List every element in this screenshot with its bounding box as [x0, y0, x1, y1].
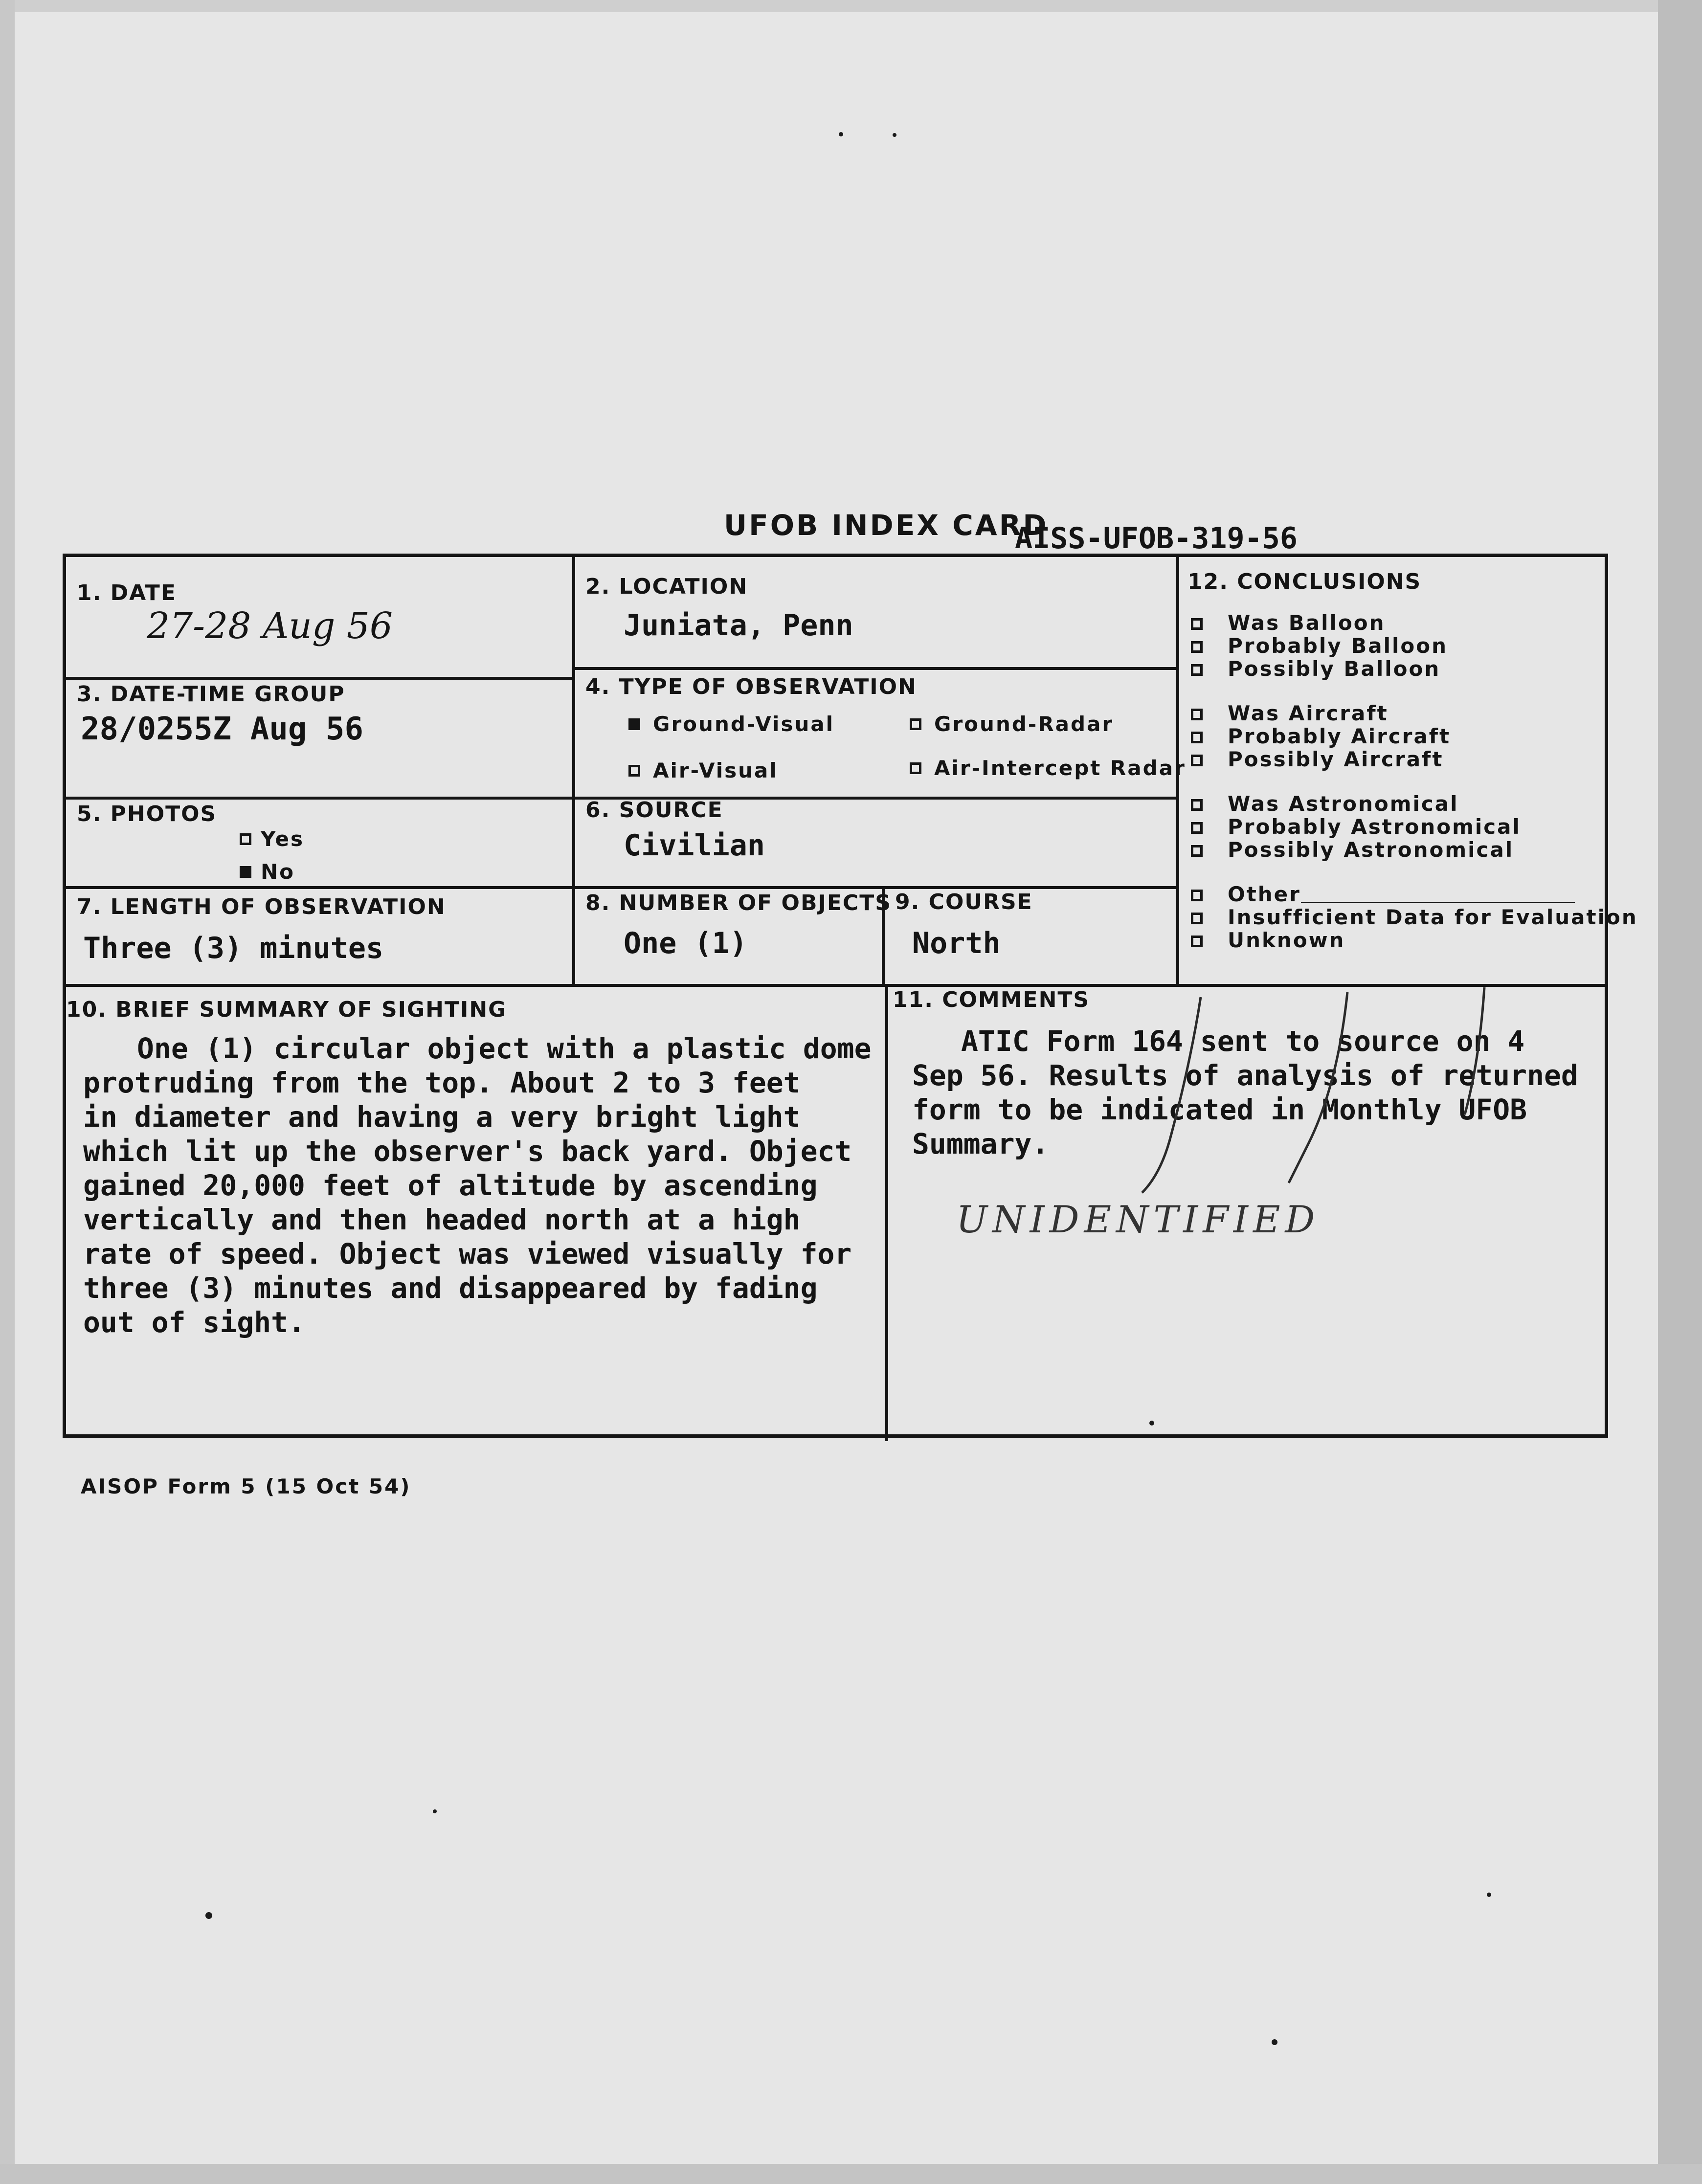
dtg-label: 3. DATE-TIME GROUP	[77, 682, 345, 707]
date-value: 27-28 Aug 56	[147, 605, 393, 647]
course-value: North	[912, 926, 1001, 960]
location-label: 2. LOCATION	[585, 574, 748, 599]
summary-line: gained 20,000 feet of altitude by ascending	[83, 1169, 818, 1202]
scan-speck	[1487, 1893, 1491, 1897]
source-value: Civilian	[624, 828, 765, 863]
conclusion-checkbox[interactable]	[1191, 664, 1203, 676]
conclusion-label: Probably Astronomical	[1228, 815, 1521, 839]
summary-line: protruding from the top. About 2 to 3 feet	[83, 1066, 801, 1099]
photos-option-label: No	[261, 860, 295, 884]
type-option-label: Ground-Radar	[934, 712, 1114, 736]
conclusion-checkbox[interactable]	[1191, 732, 1203, 743]
conclusion-checkbox[interactable]	[1191, 913, 1203, 924]
conclusion-label: Unknown	[1228, 928, 1345, 952]
dtg-value: 28/0255Z Aug 56	[81, 711, 363, 747]
divider-col1	[572, 557, 575, 984]
type-option-label: Air-Intercept Radar	[934, 756, 1186, 780]
type-option-checkbox[interactable]	[910, 762, 921, 774]
type-option-label: Air-Visual	[653, 758, 778, 782]
summary-line: in diameter and having a very bright light	[83, 1100, 801, 1134]
conclusion-checkbox[interactable]	[1191, 936, 1203, 947]
pen-stroke	[1465, 987, 1484, 1114]
other-blank-line	[1301, 902, 1575, 903]
scan-speck	[205, 1912, 212, 1919]
index-card-form	[63, 554, 1638, 1438]
length-value: Three (3) minutes	[83, 931, 384, 965]
hline-row1b	[574, 667, 1178, 670]
pen-stroke	[1142, 997, 1201, 1193]
comments-line: Summary.	[912, 1127, 1049, 1160]
objects-label: 8. NUMBER OF OBJECTS	[585, 891, 892, 915]
comments-line: Sep 56. Results of analysis of returned	[912, 1059, 1578, 1092]
form-footer: AISOP Form 5 (15 Oct 54)	[81, 1474, 411, 1498]
photos-option-checkbox[interactable]	[240, 866, 251, 878]
type-label: 4. TYPE OF OBSERVATION	[585, 674, 917, 699]
type-option-checkbox[interactable]	[628, 718, 640, 730]
pen-strokes	[995, 987, 1533, 1261]
summary-line: One (1) circular object with a plastic dome	[137, 1032, 872, 1065]
course-label: 9. COURSE	[895, 890, 1033, 914]
objects-value: One (1)	[624, 926, 747, 960]
conclusion-checkbox[interactable]	[1191, 709, 1203, 720]
type-option-checkbox[interactable]	[628, 765, 640, 777]
film-edge-bottom	[0, 2164, 1702, 2184]
length-label: 7. LENGTH OF OBSERVATION	[77, 894, 446, 919]
conclusion-label: Possibly Astronomical	[1228, 838, 1514, 862]
comments-line: ATIC Form 164 sent to source on 4	[961, 1025, 1525, 1058]
conclusion-label: Other	[1228, 882, 1301, 906]
date-label: 1. DATE	[77, 580, 177, 605]
card-title: UFOB INDEX CARD	[724, 509, 1049, 542]
photos-option-label: Yes	[261, 827, 305, 851]
conclusion-label: Probably Aircraft	[1228, 724, 1451, 748]
conclusion-checkbox[interactable]	[1191, 799, 1203, 811]
summary-line: which lit up the observer's back yard. Object	[83, 1135, 852, 1168]
type-option-label: Ground-Visual	[653, 712, 835, 736]
photos-option-checkbox[interactable]	[240, 833, 251, 845]
source-label: 6. SOURCE	[585, 798, 723, 823]
summary-line: three (3) minutes and disappeared by fading	[83, 1271, 818, 1305]
conclusion-label: Possibly Balloon	[1228, 657, 1441, 681]
scan-speck	[433, 1809, 437, 1813]
conclusion-label: Insufficient Data for Evaluation	[1228, 905, 1638, 929]
card-number: AISS-UFOB-319-56	[1015, 521, 1298, 556]
comments-label: 11. COMMENTS	[893, 987, 1090, 1012]
scan-speck	[839, 132, 843, 136]
conclusion-label: Was Aircraft	[1228, 701, 1388, 725]
summary-line: rate of speed. Object was viewed visually for	[83, 1237, 852, 1270]
conclusion-checkbox[interactable]	[1191, 845, 1203, 857]
photos-label: 5. PHOTOS	[77, 802, 217, 826]
conclusion-label: Possibly Aircraft	[1228, 747, 1444, 771]
conclusions-label: 12. CONCLUSIONS	[1187, 569, 1422, 594]
film-edge-left	[0, 0, 15, 2184]
comments-line: form to be indicated in Monthly UFOB	[912, 1093, 1527, 1126]
type-option-checkbox[interactable]	[910, 718, 921, 730]
location-value: Juniata, Penn	[624, 608, 853, 643]
summary-label: 10. BRIEF SUMMARY OF SIGHTING	[66, 997, 507, 1022]
divider-bottom	[885, 984, 888, 1441]
conclusion-checkbox[interactable]	[1191, 618, 1203, 630]
conclusion-checkbox[interactable]	[1191, 890, 1203, 901]
scan-speck	[893, 133, 896, 137]
film-edge-top	[0, 0, 1702, 12]
hline-row3	[66, 886, 1178, 889]
conclusion-checkbox[interactable]	[1191, 755, 1203, 766]
summary-line: out of sight.	[83, 1306, 305, 1339]
conclusion-label: Was Astronomical	[1228, 792, 1459, 816]
hline-row1	[66, 677, 574, 680]
pen-stroke	[1289, 992, 1347, 1183]
film-edge-right	[1658, 0, 1702, 2184]
handwritten-annotation: UNIDENTIFIED	[956, 1198, 1320, 1241]
summary-line: vertically and then headed north at a high	[83, 1203, 801, 1236]
conclusion-label: Probably Balloon	[1228, 634, 1448, 658]
conclusion-label: Was Balloon	[1228, 611, 1386, 635]
scan-speck	[1272, 2039, 1277, 2045]
hline-row4	[66, 984, 1607, 987]
conclusion-checkbox[interactable]	[1191, 822, 1203, 834]
summary-text	[83, 1031, 872, 1339]
conclusion-checkbox[interactable]	[1191, 641, 1203, 653]
